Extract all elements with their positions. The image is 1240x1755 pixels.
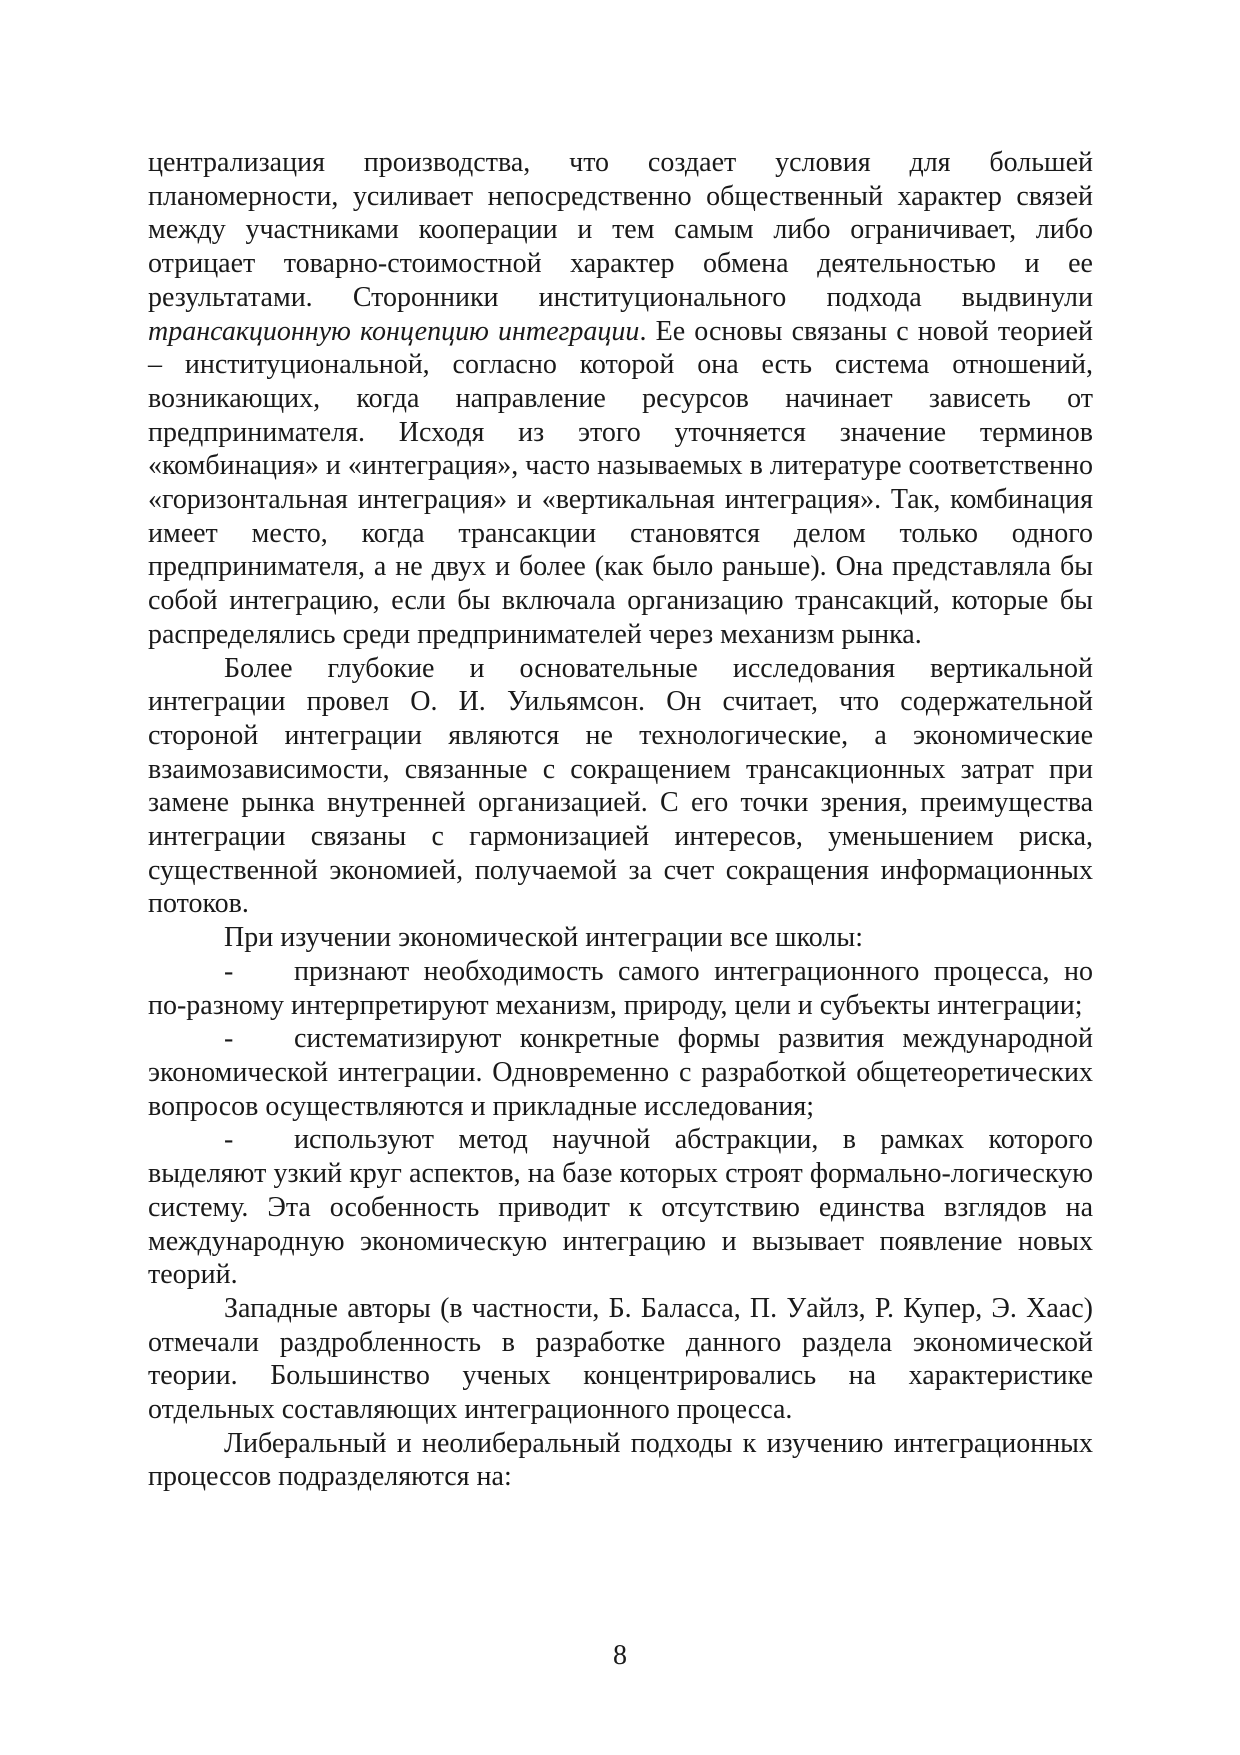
paragraph-1-text: централизация производства, что создает условия для большей планомерности, усиливает непосредственно общественный характер связей между участниками кооперации и тем самым либо ограничивает, либо отрицает товарно-стоимостной характер обмена деятельностью и ее результатами. Сторонники институционального подхода выдвинули xyxy=(148,147,1093,313)
list-item-text: систематизируют конкретные формы развития международной экономической интеграции. Одновременно с разработкой общетеоретических вопросов осуществляются и прикладные исследования; xyxy=(148,1023,1093,1122)
page-number: 8 xyxy=(613,1640,627,1671)
list-item xyxy=(148,1022,1093,1123)
paragraph-2: Более глубокие и основательные исследования вертикальной интеграции провел О. И. Уильямсон. Он считает, что содержательной стороной интеграции являются не технологические, а экономические взаимозависимости, связанные с сокращением трансакционных затрат при замене рынка внутренней организацией. С его точки зрения, преимущества интеграции связаны с гармонизацией интересов, уменьшением риска, существенной экономией, получаемой за счет сокращения информационных потоков. xyxy=(148,652,1093,920)
list-item-text: признают необходимость самого интеграционного процесса, но по-разному интерпретируют механизм, природу, цели и субъекты интеграции; xyxy=(148,955,1093,1021)
paragraph-5: Либеральный и неолиберальный подходы к изучению интеграционных процессов подразделяются на: xyxy=(148,1427,1093,1493)
list-dash: - xyxy=(224,1124,234,1156)
list-item-text: используют метод научной абстракции, в рамках которого выделяют узкий круг аспектов, на базе которых строят формально-логическую систему. Эта особенность приводит к отсутствию единства взглядов на международную экономическую интеграцию и вызывает появление новых теорий. xyxy=(148,1124,1093,1291)
list-item xyxy=(148,1123,1093,1292)
list-dash: - xyxy=(224,1023,234,1055)
body-text xyxy=(148,146,1093,1494)
list-dash: - xyxy=(224,955,234,987)
paragraph-1 xyxy=(148,146,1093,652)
list-item xyxy=(148,955,1093,1022)
paragraph-3: При изучении экономической интеграции все школы: xyxy=(224,922,863,954)
paragraph-4: Западные авторы (в частности, Б. Баласса, П. Уайлз, Р. Купер, Э. Хаас) отмечали раздробленность в разработке данного раздела экономической теории. Большинство ученых концентрировались на характеристике отдельных составляющих интеграционного процесса. xyxy=(148,1292,1093,1426)
paragraph-1-text-cont: . Ее основы связаны с новой теорией – институциональной, согласно которой она есть система отношений, возникающих, когда направление ресурсов начинает зависеть от предпринимателя. Исходя из этого уточняется значение терминов «комбинация» и «интеграция», часто называемых в литературе соответственно «горизонтальная интеграция» и «вертикальная интеграция». Так, комбинация имеет место, когда трансакции становятся делом только одного предпринимателя, а не двух и более (как было раньше). Она представляла бы собой интеграцию, если бы включала организацию трансакций, которые бы распределялись среди предпринимателей через механизм рынка. xyxy=(148,315,1093,650)
italic-term: трансакционную концепцию интеграции xyxy=(148,315,640,347)
